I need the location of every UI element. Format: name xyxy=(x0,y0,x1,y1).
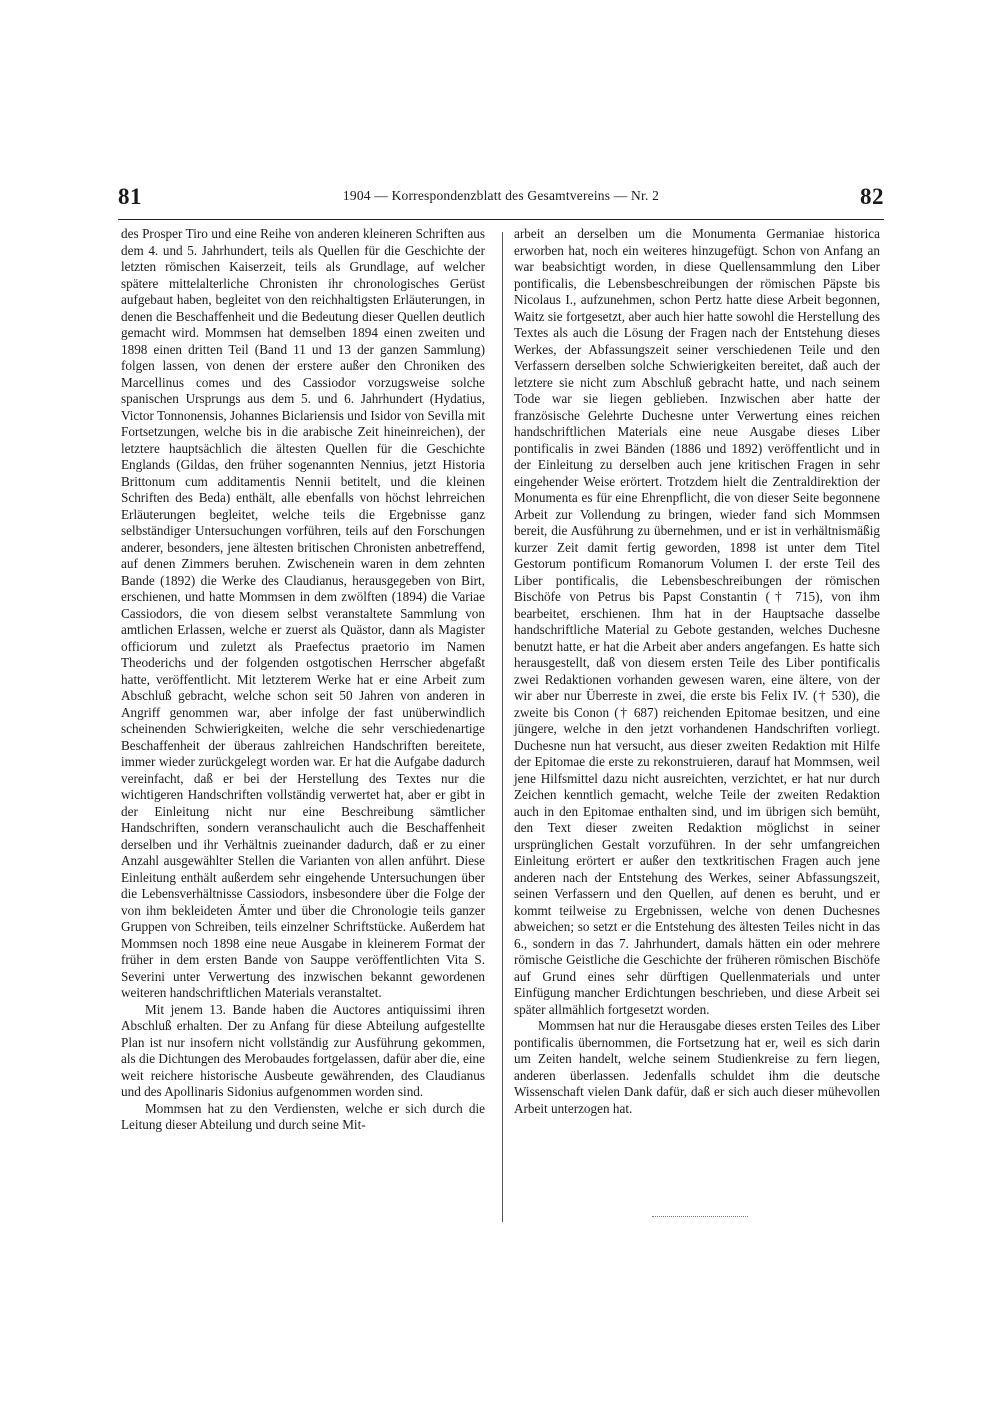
column-divider xyxy=(502,232,503,1222)
left-paragraph-2: Mit jenem 13. Bande haben die Auctores antiquissimi ihren Abschluß erhalten. Der zu Anfang für diese Abteilung aufgestellte Plan ist nur insofern nicht vollständig zur Ausführung gekommen, als die Dichtungen des Merobaudes fortgelassen, dafür aber die, eine weit reichere historische Ausbeute gewährenden, des Claudianus und des Apollinaris Sidonius aufgenommen worden sind. xyxy=(121,1001,485,1099)
page-header xyxy=(118,184,884,218)
header-rule xyxy=(118,219,884,220)
right-paragraph-2: Mommsen hat nur die Herausgabe dieses ersten Teiles des Liber pontificalis übernommen, die Fortsetzung hat er, weil es sich darin um Zeiten handelt, welche seinem Studienkreise zu fern liegen, anderen überlassen. Jedenfalls schuldet ihm die deutsche Wissenschaft vielen Dank dafür, daß er sich auch dieser mühevollen Arbeit unterzogen hat. xyxy=(514,1018,880,1116)
running-head: 1904 — Korrespondenzblatt des Gesamtvereins — Nr. 2 xyxy=(342,188,660,203)
left-paragraph-3: Mommsen hat zu den Verdiensten, welche er sich durch die Leitung dieser Abteilung und durch seine Mit- xyxy=(121,1100,485,1132)
right-paragraph-1: arbeit an derselben um die Monumenta Germaniae historica erworben hat, noch ein weiteres hinzugefügt. Schon von Anfang an war beabsichtigt worden, in diese Quellensammlung den Liber pontificalis, die Lebensbeschreibungen der römischen Päpste bis Nicolaus I., aufzunehmen, schon Pertz hatte diese Arbeit begonnen, Waitz sie fortgesetzt, aber auch hier hatte sowohl die Herstellung des Textes als auch die Lösung der Fragen nach der Entstehung dieses Werkes, der Abfassungszeit seiner verschiedenen Teile und den Verfassern derselben solche Schwierigkeiten bereitet, daß auch der letztere sie nicht zum Abschluß gebracht hatte, und nach seinem Tode war sie liegen geblieben. Inzwischen aber hatte der französische Gelehrte Duchesne unter Verwertung eines reichen handschriftlichen Materials eine neue Ausgabe dieses Liber pontificalis in zwei Bänden (1886 und 1892) veröffentlicht und in der Einleitung zu derselben auch jene kritischen Fragen in sehr eingehender Weise erörtert. Trotzdem hielt die Zentraldirektion der Monumenta es für eine Ehrenpflicht, die von dieser Seite begonnene Arbeit zur Vollendung zu bringen, wieder fand sich Mommsen bereit, die Ausführung zu übernehmen, und er ist in verhältnismäßig kurzer Zeit damit fertig geworden, 1898 ist unter dem Titel Gestorum pontificum Romanorum Volumen I. der erste Teil des Liber pontificalis, die Lebensbeschreibungen der römischen Bischöfe von Petrus bis Papst Constantin († 715), von ihm bearbeitet, erschienen. Ihm hat in der Hauptsache dasselbe handschriftliche Material zu Gebote gestanden, welches Duchesne benutzt hatte, er hat die Arbeit aber anders angefangen. Es hatte sich herausgestellt, daß von diesem ersten Teile des Liber pontificalis zwei Redaktionen vorhanden gewesen waren, eine ältere, von der wir aber nur Überreste in zwei, die erste bis Felix IV. († 530), die zweite bis Conon († 687) reichenden Epitomae besitzen, und eine jüngere, welche in den jetzt vorhandenen Handschriften vorliegt. Duchesne nun hat versucht, aus dieser zweiten Redaktion mit Hilfe der Epitomae die erste zu rekonstruieren, darauf hat Mommsen, weil jene Hilfsmittel dazu nicht ausreichten, verzichtet, er hat nur durch Zeichen kenntlich gemacht, welche Teile der zweiten Redaktion auch in den Epitomae enthalten sind, und im übrigen sich bemüht, den Text dieser zweiten Redaktion möglichst in seiner ursprünglichen Gestalt vorzuführen. In der sehr umfangreichen Einleitung erörtert er außer den textkritischen Fragen auch jene anderen nach der Entstehung des Werkes, seiner Abfassungszeit, seinen Verfassern und den Quellen, auf denen es beruht, und er kommt teilweise zu Ergebnissen, welche von denen Duchesnes abweichen; so setzt er die Entstehung des ältesten Teiles nicht in das 6., sondern in das 7. Jahrhundert, damals hätten ein oder mehrere römische Geistliche die Geschichte der früheren römischen Bischöfe auf Grund eines sehr dürftigen Quellenmaterials und unter Einfügung mancher Erdichtungen beschrieben, und diese Arbeit sei später allmählich fortgesetzt worden. xyxy=(514,226,880,1017)
left-column xyxy=(121,226,485,1134)
page-number-left: 81 xyxy=(118,184,142,209)
right-column xyxy=(514,226,880,1117)
section-end-rule xyxy=(652,1216,748,1217)
page-number-right: 82 xyxy=(860,184,884,209)
left-paragraph-1: des Prosper Tiro und eine Reihe von anderen kleineren Schriften aus dem 4. und 5. Jahrhundert, teils als Quellen für die Geschichte der letzten römischen Kaiserzeit, teils als Grundlage, auf welcher spätere mittelalterliche Chronisten ihr chronologisches Gerüst aufgebaut haben, begleitet von den reichhaltigsten Erläuterungen, in denen die Beschaffenheit und die Bedeutung dieser Quellen deutlich gemacht wird. Mommsen hat demselben 1894 einen zweiten und 1898 einen dritten Teil (Band 11 und 13 der ganzen Sammlung) folgen lassen, von denen der erstere außer den Chroniken des Marcellinus comes und des Cassiodor vorzugsweise solche spanischen Ursprungs aus dem 5. und 6. Jahrhundert (Hydatius, Victor Tonnonensis, Johannes Biclariensis und Isidor von Sevilla mit Fortsetzungen, welche bis in die arabische Zeit hineinreichen), der letztere hauptsächlich die ältesten Quellen für die Geschichte Englands (Gildas, den früher sogenannten Nennius, jetzt Historia Brittonum cum additamentis Nennii betitelt, und die kleinen Schriften des Beda) enthält, alle ebenfalls von höchst lehrreichen Erläuterungen begleitet, welche teils die Ergebnisse ganz selbständiger Untersuchungen vorführen, teils auf den Forschungen anderer, besonders, jene ältesten britischen Chronisten anbetreffend, auf denen Zimmers beruhen. Zwischenein waren in dem zehnten Bande (1892) die Werke des Claudianus, herausgegeben von Birt, erschienen, und hatte Mommsen in dem zwölften (1894) die Variae Cassiodors, die von diesem selbst veranstaltete Sammlung von amtlichen Erlassen, welche er zuerst als Quästor, dann als Magister officiorum und zuletzt als Praefectus praetorio im Namen Theoderichs und der folgenden ostgotischen Herrscher abgefaßt hatte, veröffentlicht. Mit letzterem Werke hat er eine Arbeit zum Abschluß gebracht, welche schon seit 50 Jahren von anderen in Angriff genommen war, aber infolge der fast unüberwindlich scheinenden Schwierigkeiten, welche die sehr verschiedenartige Beschaffenheit der überaus zahlreichen Handschriften bereitete, immer wieder zurückgelegt worden war. Er hat die Aufgabe dadurch vereinfacht, daß er bei der Herstellung des Textes nur die wichtigeren Handschriften vollständig verwertet hat, aber er gibt in der Einleitung nicht nur eine Beschreibung sämtlicher Handschriften, sondern veranschaulicht auch die Beschaffenheit derselben und ihr Verhältnis zueinander dadurch, daß er zu einer Anzahl ausgewählter Stellen die Varianten von allen anführt. Diese Einleitung enthält außerdem sehr eingehende Untersuchungen über die Lebensverhältnisse Cassiodors, insbesondere über die Folge der von ihm bekleideten Ämter und über die Chronologie teils ganzer Gruppen von Schreiben, teils einzelner Schriftstücke. Außerdem hat Mommsen noch 1898 eine neue Ausgabe in kleinerem Format der früher in dem ersten Bande von Sauppe veröffentlichten Vita S. Severini unter Verwertung des inzwischen bekannt gewordenen weiteren handschriftlichen Materials veranstaltet. xyxy=(121,226,485,1000)
